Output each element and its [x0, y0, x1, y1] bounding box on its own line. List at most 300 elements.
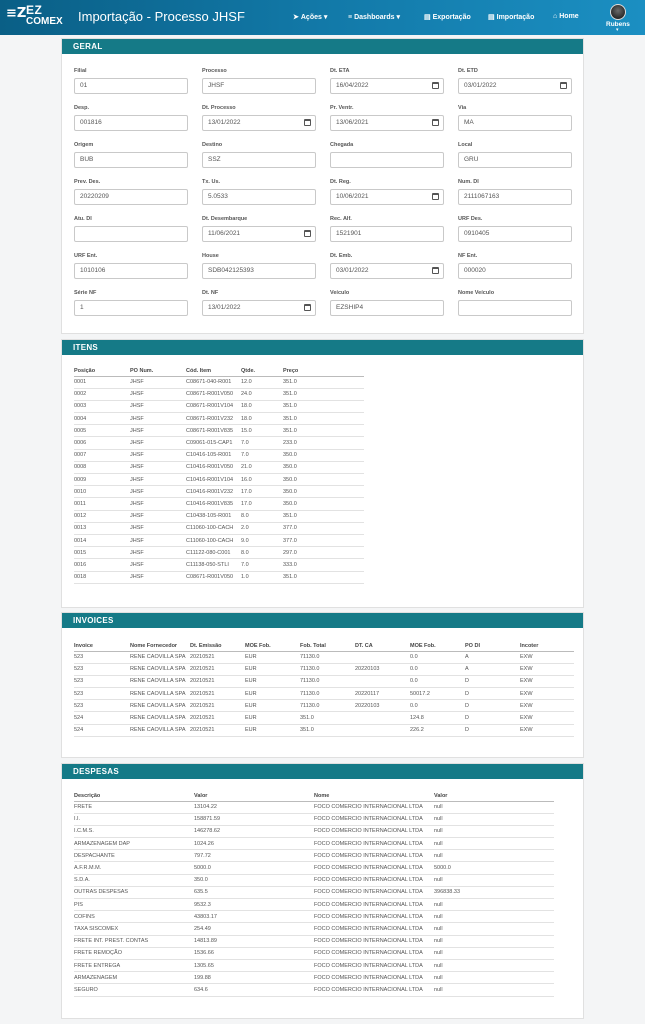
table-cell: 17.0: [241, 486, 283, 498]
dt-reg-field[interactable]: [330, 189, 444, 205]
dt-emb-value: 03/01/2022: [336, 267, 369, 274]
table-cell: FRETE INT. PREST. CONTAS: [74, 935, 194, 947]
origem-value: BUB: [80, 156, 94, 163]
table-cell: null: [434, 813, 554, 825]
table-cell: FOCO COMERCIO INTERNACIONAL LTDA: [314, 838, 434, 850]
nome-veiculo-field[interactable]: [458, 300, 572, 316]
atu-di-field[interactable]: [74, 226, 188, 242]
column-header[interactable]: Preço: [283, 366, 364, 376]
table-cell: 9532.3: [194, 899, 314, 911]
table-cell: FOCO COMERCIO INTERNACIONAL LTDA: [314, 899, 434, 911]
table-cell: EUR: [245, 712, 300, 724]
table-cell: A: [465, 663, 520, 675]
table-row[interactable]: [74, 510, 364, 522]
column-header[interactable]: DT. CA: [355, 641, 410, 651]
table-cell: FOCO COMERCIO INTERNACIONAL LTDA: [314, 886, 434, 898]
calendar-icon[interactable]: [432, 267, 439, 274]
top-navbar: [0, 0, 645, 35]
table-cell: SEGURO: [74, 984, 194, 996]
table-cell: 1536.66: [194, 947, 314, 959]
table-cell: TAXA SISCOMEX: [74, 923, 194, 935]
table-row[interactable]: [74, 911, 554, 923]
table-row[interactable]: [74, 675, 574, 687]
column-header[interactable]: MOE Fob.: [245, 641, 300, 651]
table-row[interactable]: [74, 425, 364, 437]
export-icon: ▤: [424, 14, 431, 21]
user-avatar[interactable]: [610, 4, 626, 20]
table-row[interactable]: [74, 474, 364, 486]
dt-etd-field[interactable]: [458, 78, 572, 94]
table-cell: 158871.59: [194, 813, 314, 825]
nav-home[interactable]: [553, 13, 579, 20]
table-cell: 351.0: [283, 425, 364, 437]
destino-label: Destino: [202, 142, 223, 148]
column-header[interactable]: Dt. Emissão: [190, 641, 245, 651]
table-cell: EXW: [520, 724, 574, 736]
table-row[interactable]: [74, 571, 364, 583]
table-cell: 0015: [74, 547, 130, 559]
send-icon: ➤: [293, 14, 299, 21]
table-row[interactable]: [74, 886, 554, 898]
table-cell: RENE CAOVILLA SPA: [130, 651, 190, 663]
table-cell: RENE CAOVILLA SPA: [130, 675, 190, 687]
nf-ent-field[interactable]: [458, 263, 572, 279]
nav-acoes[interactable]: [293, 13, 327, 21]
table-cell: null: [434, 911, 554, 923]
dt-desembarque-value: 11/06/2021: [208, 230, 241, 237]
table-row[interactable]: [74, 724, 574, 736]
table-cell: FOCO COMERCIO INTERNACIONAL LTDA: [314, 923, 434, 935]
table-cell: FOCO COMERCIO INTERNACIONAL LTDA: [314, 850, 434, 862]
table-cell: C10416-R001V050: [186, 461, 241, 473]
table-cell: 5000.0: [194, 862, 314, 874]
origem-label: Origem: [74, 142, 94, 148]
table-cell: C10416-R001V232: [186, 486, 241, 498]
table-row[interactable]: [74, 825, 554, 837]
table-row[interactable]: [74, 498, 364, 510]
table-row[interactable]: [74, 522, 364, 534]
itens-table: [74, 366, 364, 584]
itens-title: ITENS: [62, 340, 583, 355]
local-field[interactable]: [458, 152, 572, 168]
nav-dashboards-label: Dashboards: [354, 14, 395, 21]
table-cell: 254.49: [194, 923, 314, 935]
table-cell: A.F.R.M.M.: [74, 862, 194, 874]
table-row[interactable]: [74, 651, 574, 663]
table-cell: FOCO COMERCIO INTERNACIONAL LTDA: [314, 874, 434, 886]
table-cell: 15.0: [241, 425, 283, 437]
tx-us-field[interactable]: [202, 189, 316, 205]
table-cell: 7.0: [241, 559, 283, 571]
table-row[interactable]: [74, 712, 574, 724]
table-cell: PIS: [74, 899, 194, 911]
table-row[interactable]: [74, 534, 364, 546]
table-row[interactable]: [74, 959, 554, 971]
table-cell: EUR: [245, 675, 300, 687]
dt-processo-value: 13/01/2022: [208, 119, 241, 126]
table-cell: 24.0: [241, 388, 283, 400]
table-row[interactable]: [74, 899, 554, 911]
column-header[interactable]: MOE Fob.: [410, 641, 465, 651]
table-cell: 21.0: [241, 461, 283, 473]
table-row[interactable]: [74, 688, 574, 700]
column-header[interactable]: Cód. Item: [186, 366, 241, 376]
table-cell: 350.0: [283, 498, 364, 510]
table-cell: EXW: [520, 663, 574, 675]
table-cell: C08671-R001V835: [186, 425, 241, 437]
logo-mark: ≡Z: [6, 6, 27, 21]
table-cell: FOCO COMERCIO INTERNACIONAL LTDA: [314, 825, 434, 837]
table-cell: C08671-R001V104: [186, 400, 241, 412]
table-cell: C10416-105-R001: [186, 449, 241, 461]
nav-home-label: Home: [559, 13, 579, 20]
table-cell: 351.0: [283, 571, 364, 583]
pr-ventr-field[interactable]: [330, 115, 444, 131]
pr-ventr-label: Pr. Ventr.: [330, 105, 354, 111]
table-cell: C08671-040-R001: [186, 376, 241, 388]
table-cell: D: [465, 688, 520, 700]
table-cell: S.D.A.: [74, 874, 194, 886]
rec-alf-field[interactable]: [330, 226, 444, 242]
table-cell: JHSF: [130, 534, 186, 546]
despesas-table: [74, 791, 554, 997]
house-field[interactable]: [202, 263, 316, 279]
serie-nf-label: Série NF: [74, 290, 97, 296]
column-header[interactable]: Qtde.: [241, 366, 283, 376]
table-row[interactable]: [74, 700, 574, 712]
origem-field[interactable]: [74, 152, 188, 168]
prev-des-field[interactable]: [74, 189, 188, 205]
home-icon: ⌂: [553, 13, 558, 20]
nf-ent-label: NF Ent.: [458, 253, 478, 259]
calendar-icon[interactable]: [304, 230, 311, 237]
chart-icon: ≡: [348, 14, 353, 21]
desp-field[interactable]: [74, 115, 188, 131]
calendar-icon[interactable]: [432, 82, 439, 89]
column-header[interactable]: Descrição: [74, 791, 194, 801]
table-cell: 634.6: [194, 984, 314, 996]
table-cell: 20210521: [190, 663, 245, 675]
table-cell: 1024.26: [194, 838, 314, 850]
table-row[interactable]: [74, 862, 554, 874]
urf-des-field[interactable]: [458, 226, 572, 242]
calendar-icon[interactable]: [304, 119, 311, 126]
table-cell: JHSF: [130, 547, 186, 559]
table-cell: 20220103: [355, 700, 410, 712]
rec-alf-value: 1521901: [336, 230, 362, 237]
destino-field[interactable]: [202, 152, 316, 168]
table-cell: 18.0: [241, 400, 283, 412]
table-cell: FOCO COMERCIO INTERNACIONAL LTDA: [314, 984, 434, 996]
table-cell: C11060-100-CACH: [186, 534, 241, 546]
table-cell: I.C.M.S.: [74, 825, 194, 837]
table-cell: 71130.0: [300, 651, 355, 663]
table-cell: JHSF: [130, 474, 186, 486]
table-cell: null: [434, 850, 554, 862]
table-cell: JHSF: [130, 498, 186, 510]
table-cell: FOCO COMERCIO INTERNACIONAL LTDA: [314, 862, 434, 874]
atu-di-label: Atu. DI: [74, 216, 92, 222]
table-cell: EXW: [520, 712, 574, 724]
table-cell: 0008: [74, 461, 130, 473]
table-cell: 351.0: [283, 510, 364, 522]
table-cell: 396838.33: [434, 886, 554, 898]
table-cell: 71130.0: [300, 675, 355, 687]
table-cell: 50017.2: [410, 688, 465, 700]
table-cell: [355, 712, 410, 724]
dt-eta-label: Dt. ETA: [330, 68, 350, 74]
table-row[interactable]: [74, 813, 554, 825]
table-cell: 8.0: [241, 547, 283, 559]
table-row[interactable]: [74, 376, 364, 388]
table-cell: null: [434, 899, 554, 911]
destino-value: SSZ: [208, 156, 221, 163]
table-row[interactable]: [74, 547, 364, 559]
table-cell: 7.0: [241, 437, 283, 449]
calendar-icon[interactable]: [432, 119, 439, 126]
table-cell: 523: [74, 651, 130, 663]
table-cell: 351.0: [283, 376, 364, 388]
table-cell: [355, 651, 410, 663]
table-cell: FOCO COMERCIO INTERNACIONAL LTDA: [314, 801, 434, 813]
table-cell: 2.0: [241, 522, 283, 534]
invoices-table: [74, 641, 574, 737]
house-value: SDB042125393: [208, 267, 254, 274]
table-cell: 523: [74, 675, 130, 687]
table-cell: JHSF: [130, 461, 186, 473]
table-cell: 0009: [74, 474, 130, 486]
user-name[interactable]: Rubens: [606, 21, 630, 28]
veiculo-field[interactable]: [330, 300, 444, 316]
table-cell: null: [434, 923, 554, 935]
table-cell: 0002: [74, 388, 130, 400]
table-cell: 377.0: [283, 534, 364, 546]
table-cell: 0003: [74, 400, 130, 412]
column-header[interactable]: Fob. Total: [300, 641, 355, 651]
table-cell: RENE CAOVILLA SPA: [130, 688, 190, 700]
table-cell: 350.0: [283, 461, 364, 473]
table-row[interactable]: [74, 984, 554, 996]
dt-emb-label: Dt. Emb.: [330, 253, 353, 259]
table-cell: EUR: [245, 651, 300, 663]
column-header[interactable]: Valor: [194, 791, 314, 801]
table-cell: 7.0: [241, 449, 283, 461]
table-cell: RENE CAOVILLA SPA: [130, 712, 190, 724]
geral-title: GERAL: [62, 39, 583, 54]
table-cell: ARMAZENAGEM: [74, 972, 194, 984]
invoices-header-row: [74, 641, 574, 651]
calendar-icon[interactable]: [560, 82, 567, 89]
table-cell: C08671-R001V050: [186, 571, 241, 583]
table-cell: FOCO COMERCIO INTERNACIONAL LTDA: [314, 935, 434, 947]
table-cell: C11060-100-CACH: [186, 522, 241, 534]
table-cell: 0018: [74, 571, 130, 583]
column-header[interactable]: Invoice: [74, 641, 130, 651]
dt-etd-value: 03/01/2022: [464, 82, 497, 89]
table-cell: I.I.: [74, 813, 194, 825]
table-row[interactable]: [74, 413, 364, 425]
column-header[interactable]: PO Num.: [130, 366, 186, 376]
nav-dashboards[interactable]: [348, 13, 400, 21]
table-cell: null: [434, 825, 554, 837]
via-value: MA: [464, 119, 474, 126]
table-cell: FRETE: [74, 801, 194, 813]
despesas-header-row: [74, 791, 554, 801]
table-cell: 351.0: [300, 724, 355, 736]
table-cell: OUTRAS DESPESAS: [74, 886, 194, 898]
table-cell: DESPACHANTE: [74, 850, 194, 862]
table-row[interactable]: [74, 923, 554, 935]
dt-processo-field[interactable]: [202, 115, 316, 131]
processo-label: Processo: [202, 68, 227, 74]
table-cell: D: [465, 724, 520, 736]
table-cell: 20210521: [190, 675, 245, 687]
table-cell: JHSF: [130, 571, 186, 583]
column-header[interactable]: Incoter: [520, 641, 574, 651]
table-cell: FOCO COMERCIO INTERNACIONAL LTDA: [314, 911, 434, 923]
dt-eta-field[interactable]: [330, 78, 444, 94]
table-row[interactable]: [74, 947, 554, 959]
table-cell: 14813.89: [194, 935, 314, 947]
table-cell: 0014: [74, 534, 130, 546]
table-cell: 146278.62: [194, 825, 314, 837]
processo-field[interactable]: [202, 78, 316, 94]
table-cell: 9.0: [241, 534, 283, 546]
table-row[interactable]: [74, 388, 364, 400]
dt-etd-label: Dt. ETD: [458, 68, 478, 74]
dt-emb-field[interactable]: [330, 263, 444, 279]
table-cell: 20220117: [355, 688, 410, 700]
table-cell: 797.72: [194, 850, 314, 862]
table-cell: 377.0: [283, 522, 364, 534]
table-row[interactable]: [74, 874, 554, 886]
table-cell: null: [434, 972, 554, 984]
local-label: Local: [458, 142, 473, 148]
table-cell: 0011: [74, 498, 130, 510]
table-cell: 13104.22: [194, 801, 314, 813]
chegada-field[interactable]: [330, 152, 444, 168]
dt-desembarque-field[interactable]: [202, 226, 316, 242]
chegada-label: Chegada: [330, 142, 354, 148]
table-row[interactable]: [74, 400, 364, 412]
via-field[interactable]: [458, 115, 572, 131]
table-cell: RENE CAOVILLA SPA: [130, 724, 190, 736]
table-cell: 333.0: [283, 559, 364, 571]
column-header[interactable]: Posição: [74, 366, 130, 376]
table-cell: JHSF: [130, 400, 186, 412]
invoices-title: INVOICES: [62, 613, 583, 628]
calendar-icon[interactable]: [432, 193, 439, 200]
table-cell: 1.0: [241, 571, 283, 583]
dt-reg-value: 10/06/2021: [336, 193, 369, 200]
nf-ent-value: 000020: [464, 267, 486, 274]
table-row[interactable]: [74, 972, 554, 984]
dt-nf-label: Dt. NF: [202, 290, 219, 296]
table-cell: C10416-R001V104: [186, 474, 241, 486]
table-cell: 16.0: [241, 474, 283, 486]
nav-exportacao[interactable]: [424, 13, 471, 21]
table-cell: null: [434, 984, 554, 996]
calendar-icon[interactable]: [304, 304, 311, 311]
despesas-card: [61, 763, 584, 1019]
dt-processo-label: Dt. Processo: [202, 105, 236, 111]
table-cell: 0016: [74, 559, 130, 571]
column-header[interactable]: Valor: [434, 791, 554, 801]
table-cell: 199.88: [194, 972, 314, 984]
dt-eta-value: 16/04/2022: [336, 82, 369, 89]
filial-label: Filial: [74, 68, 87, 74]
table-cell: 5000.0: [434, 862, 554, 874]
table-row[interactable]: [74, 449, 364, 461]
table-cell: 20220103: [355, 663, 410, 675]
table-cell: 0.0: [410, 675, 465, 687]
serie-nf-field[interactable]: [74, 300, 188, 316]
nome-veiculo-label: Nome Veículo: [458, 290, 495, 296]
table-cell: 71130.0: [300, 663, 355, 675]
num-di-value: 2111067163: [464, 193, 500, 200]
table-cell: D: [465, 700, 520, 712]
table-cell: C09061-015-CAP1: [186, 437, 241, 449]
rec-alf-label: Rec. Alf.: [330, 216, 352, 222]
table-cell: 226.2: [410, 724, 465, 736]
via-label: Via: [458, 105, 467, 111]
table-cell: EUR: [245, 688, 300, 700]
filial-value: 01: [80, 82, 88, 89]
num-di-field[interactable]: [458, 189, 572, 205]
table-row[interactable]: [74, 935, 554, 947]
table-row[interactable]: [74, 559, 364, 571]
processo-value: JHSF: [208, 82, 225, 89]
column-header[interactable]: Nome: [314, 791, 434, 801]
column-header[interactable]: PO DI: [465, 641, 520, 651]
urf-ent-value: 1010106: [80, 267, 106, 274]
table-row[interactable]: [74, 850, 554, 862]
table-row[interactable]: [74, 801, 554, 813]
table-row[interactable]: [74, 663, 574, 675]
table-cell: 350.0: [283, 449, 364, 461]
table-cell: C11122-080-C001: [186, 547, 241, 559]
table-cell: C08671-R001V232: [186, 413, 241, 425]
filial-field[interactable]: [74, 78, 188, 94]
table-row[interactable]: [74, 486, 364, 498]
table-cell: 124.8: [410, 712, 465, 724]
table-cell: JHSF: [130, 413, 186, 425]
table-cell: C10438-105-R001: [186, 510, 241, 522]
table-row[interactable]: [74, 461, 364, 473]
table-cell: [355, 724, 410, 736]
import-icon: ▤: [488, 14, 495, 21]
table-cell: null: [434, 838, 554, 850]
despesas-title: DESPESAS: [62, 764, 583, 779]
table-cell: 1305.65: [194, 959, 314, 971]
table-cell: null: [434, 801, 554, 813]
table-cell: 350.0: [283, 486, 364, 498]
table-cell: EUR: [245, 700, 300, 712]
urf-ent-field[interactable]: [74, 263, 188, 279]
dt-nf-field[interactable]: [202, 300, 316, 316]
table-cell: 18.0: [241, 413, 283, 425]
table-row[interactable]: [74, 437, 364, 449]
table-row[interactable]: [74, 838, 554, 850]
chevron-down-icon[interactable]: ▾: [616, 27, 619, 33]
table-cell: A: [465, 651, 520, 663]
chevron-down-icon: ▾: [396, 14, 401, 21]
column-header[interactable]: Nome Fornecedor: [130, 641, 190, 651]
nav-importacao[interactable]: [488, 13, 534, 21]
table-cell: EUR: [245, 663, 300, 675]
table-cell: 351.0: [300, 712, 355, 724]
ezcomex-logo[interactable]: [6, 5, 68, 31]
